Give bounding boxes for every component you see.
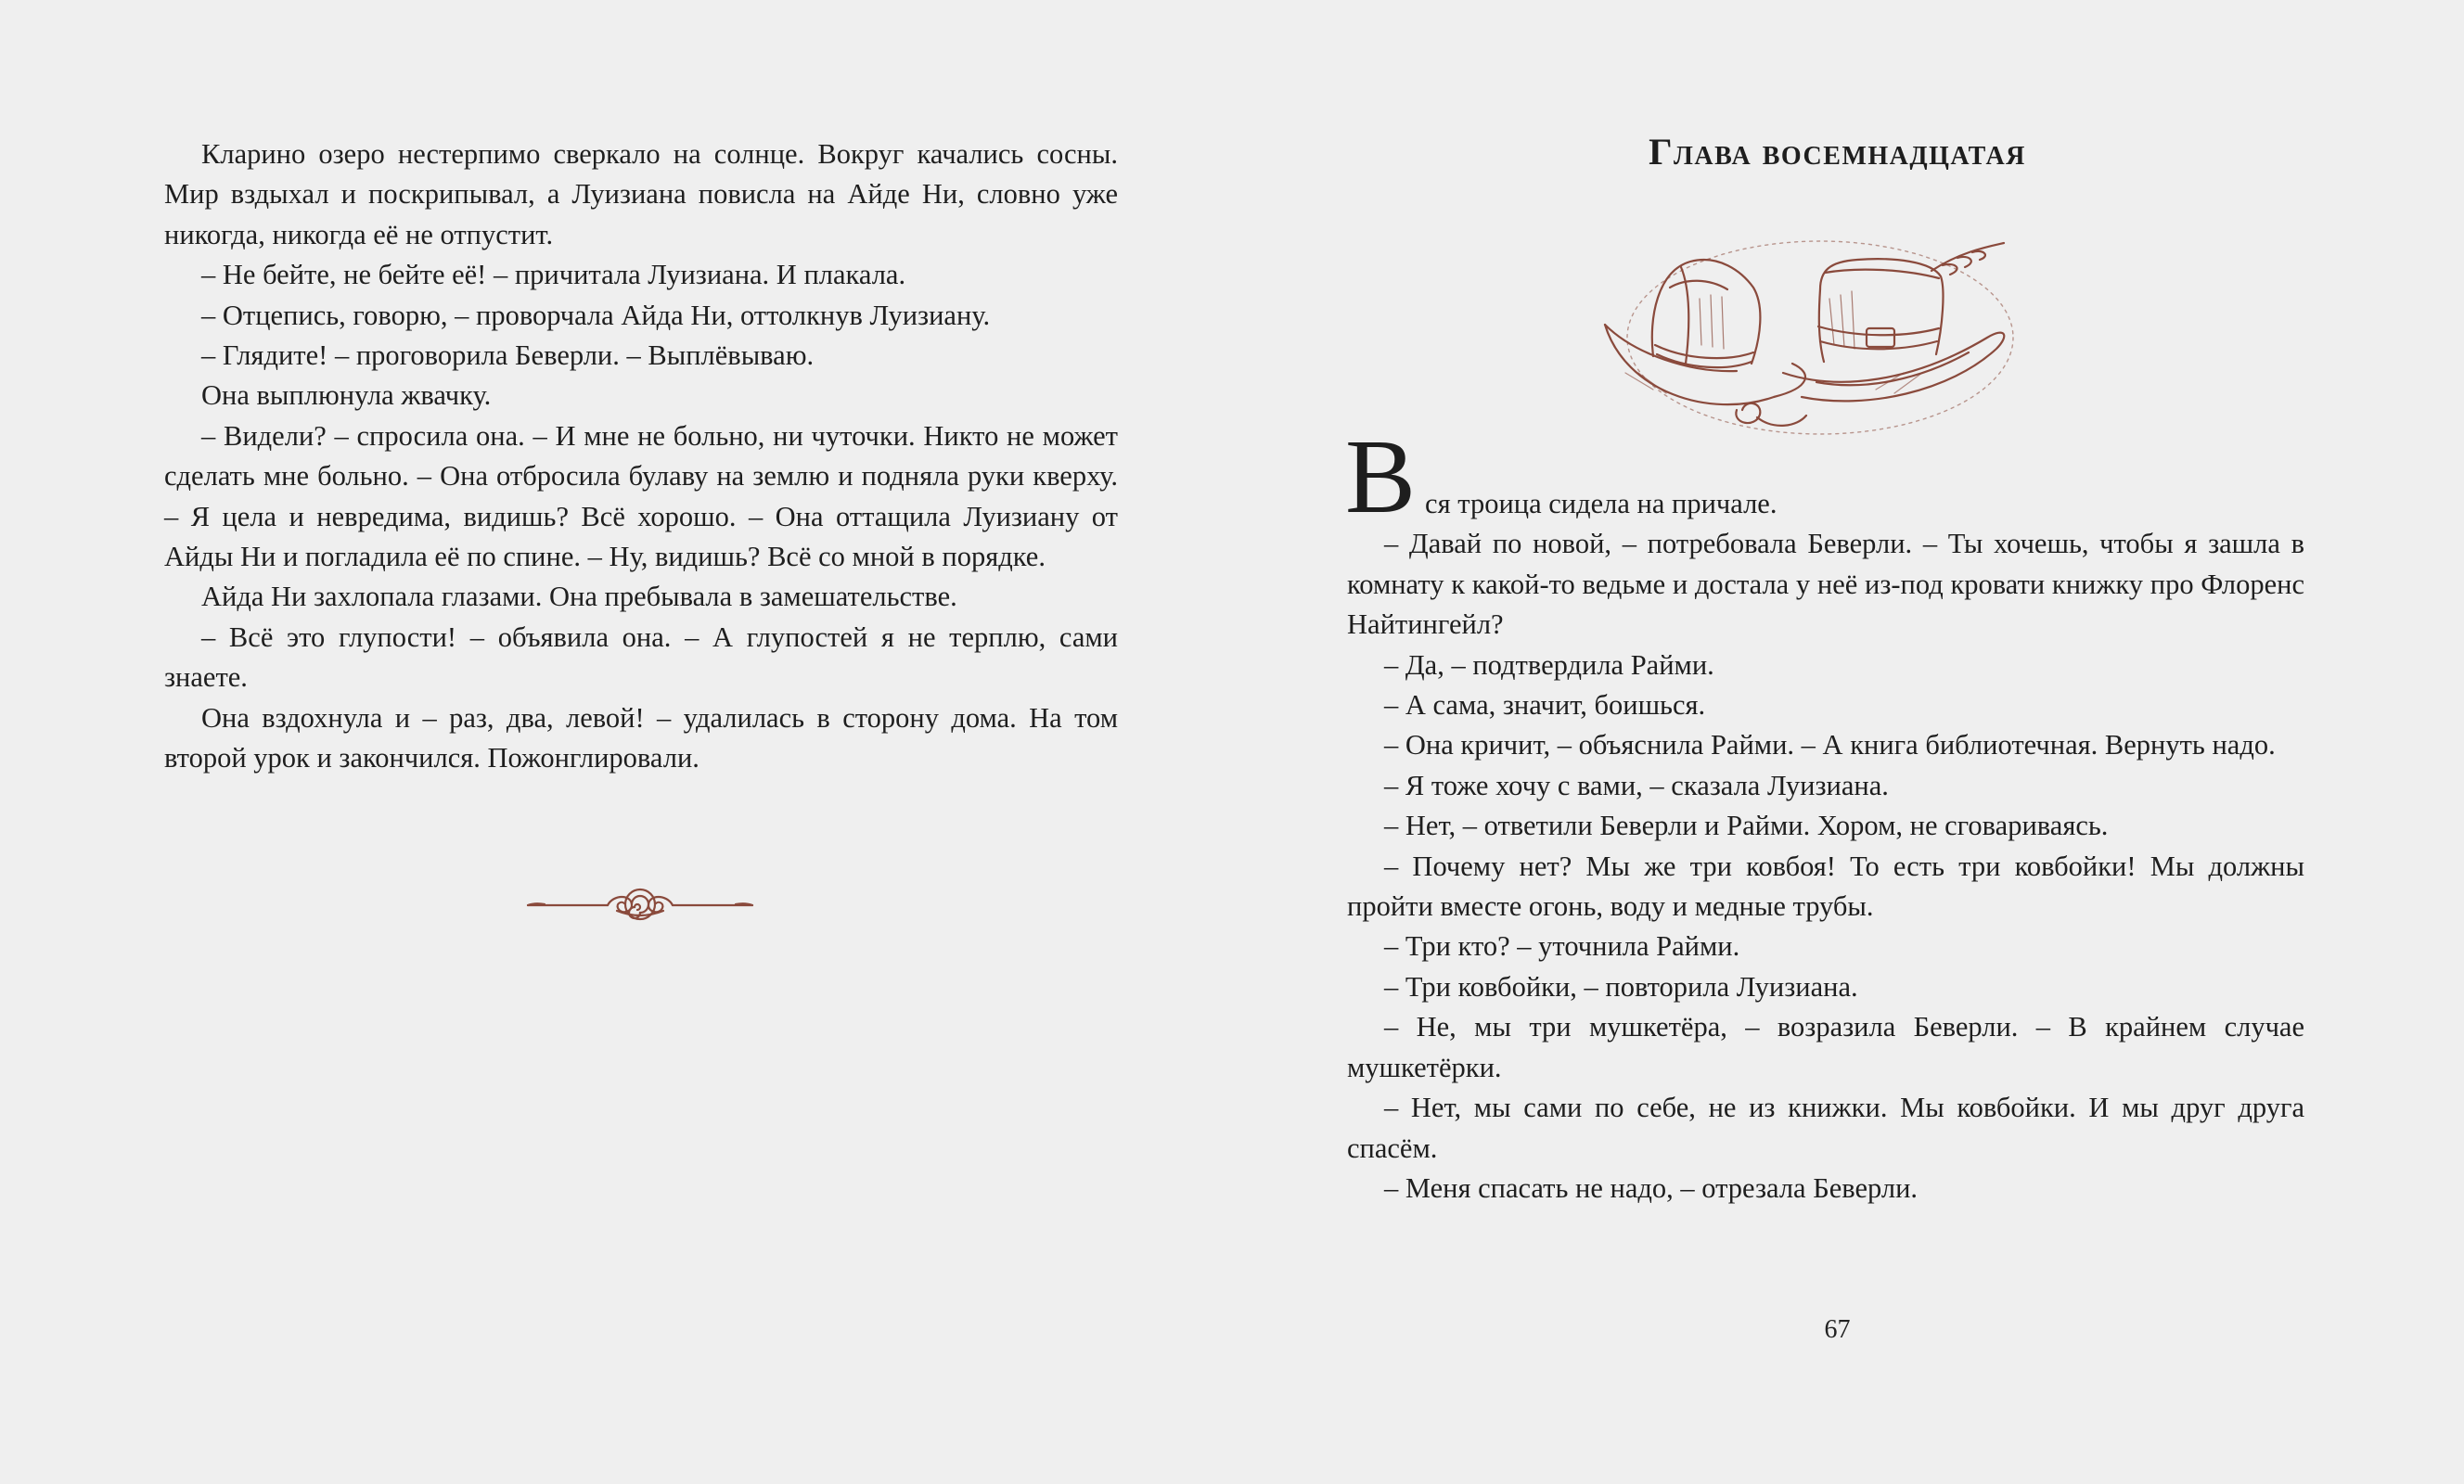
paragraph: – Почему нет? Мы же три ковбоя! То есть три ковбойки! Мы должны пройти вместе огонь, воду и медные трубы. [1347,850,2304,923]
drop-cap: В [1345,417,1417,535]
paragraph: – Меня спасать не надо, – отрезала Беверли. [1384,1171,1919,1204]
paragraph: – Давай по новой, – потребовала Беверли. – Ты хочешь, чтобы я зашла в комнату к какой-то ведьме и достала у неё из-под кровати книжку про Флоренс Найтингейл? [1347,528,2304,641]
paragraph: – Отцепись, говорю, – проворчала Айда Ни, оттолкнув Луизиану. [201,299,991,331]
paragraph: – Глядите! – проговорила Беверли. – Выплёвываю. [201,339,815,372]
paragraph: – Всё это глупости! – объявила она. – А глупостей я не терплю, сами знаете. [164,620,1118,694]
first-paragraph [1345,417,2304,535]
paragraph: Она выплюнула жвачку. [201,379,492,412]
paragraph: Кларино озеро нестерпимо сверкало на солнце. Вокруг качались сосны. Мир вздыхал и поскрипывал, а Луизиана повисла на Айде Ни, словно уже никогда, никогда её не отпустит. [164,138,1118,250]
paragraph: – А сама, значит, боишься. [1384,689,1706,722]
cowboy-hats-icon [1598,234,2015,441]
paragraph: – Видели? – спросила она. – И мне не больно, ни чуточки. Никто не может сделать мне больно. – Она отбросила булаву на землю и подняла руки кверху. – Я цела и невредима, видишь? Всё хорошо. – Она оттащила Луизиану от Айды Ни и погладила её по спине. – Ну, видишь? Всё со мной в порядке. [164,419,1118,573]
paragraph: – Нет, – ответили Беверли и Райми. Хором, не сговариваясь. [1384,810,2109,842]
left-text-column [164,134,1118,779]
paragraph: Она вздохнула и – раз, два, левой! – удалилась в сторону дома. На том второй урок и закончился. Пожонглировали. [164,701,1118,774]
paragraph: Айда Ни захлопала глазами. Она пребывала в замешательстве. [201,581,957,613]
swirl-divider-icon [524,879,756,929]
paragraph: – Да, – подтвердила Райми. [1384,648,1714,681]
right-text-column [1345,417,2304,1209]
chapter-title: Глава восемнадцатая [1649,131,2026,173]
paragraph: – Три кто? – уточнила Райми. [1384,930,1740,963]
paragraph: – Не, мы три мушкетёра, – возразила Беверли. – В крайнем случае мушкетёрки. [1347,1011,2304,1083]
first-paragraph-text: ся троица сидела на причале. [1425,488,1777,519]
right-page [1232,0,2464,1484]
paragraph: – Я тоже хочу с вами, – сказала Луизиана. [1384,769,1889,801]
paragraph: – Нет, мы сами по себе, не из книжки. Мы ковбойки. И мы друг друга спасём. [1347,1092,2304,1164]
page-number: 67 [1824,1315,1851,1344]
paragraph: – Она кричит, – объяснила Райми. – А книга библиотечная. Вернуть надо. [1384,729,2276,761]
paragraph: – Три ковбойки, – повторила Луизиана. [1384,970,1858,1003]
paragraph: – Не бейте, не бейте её! – причитала Луизиана. И плакала. [201,259,906,291]
